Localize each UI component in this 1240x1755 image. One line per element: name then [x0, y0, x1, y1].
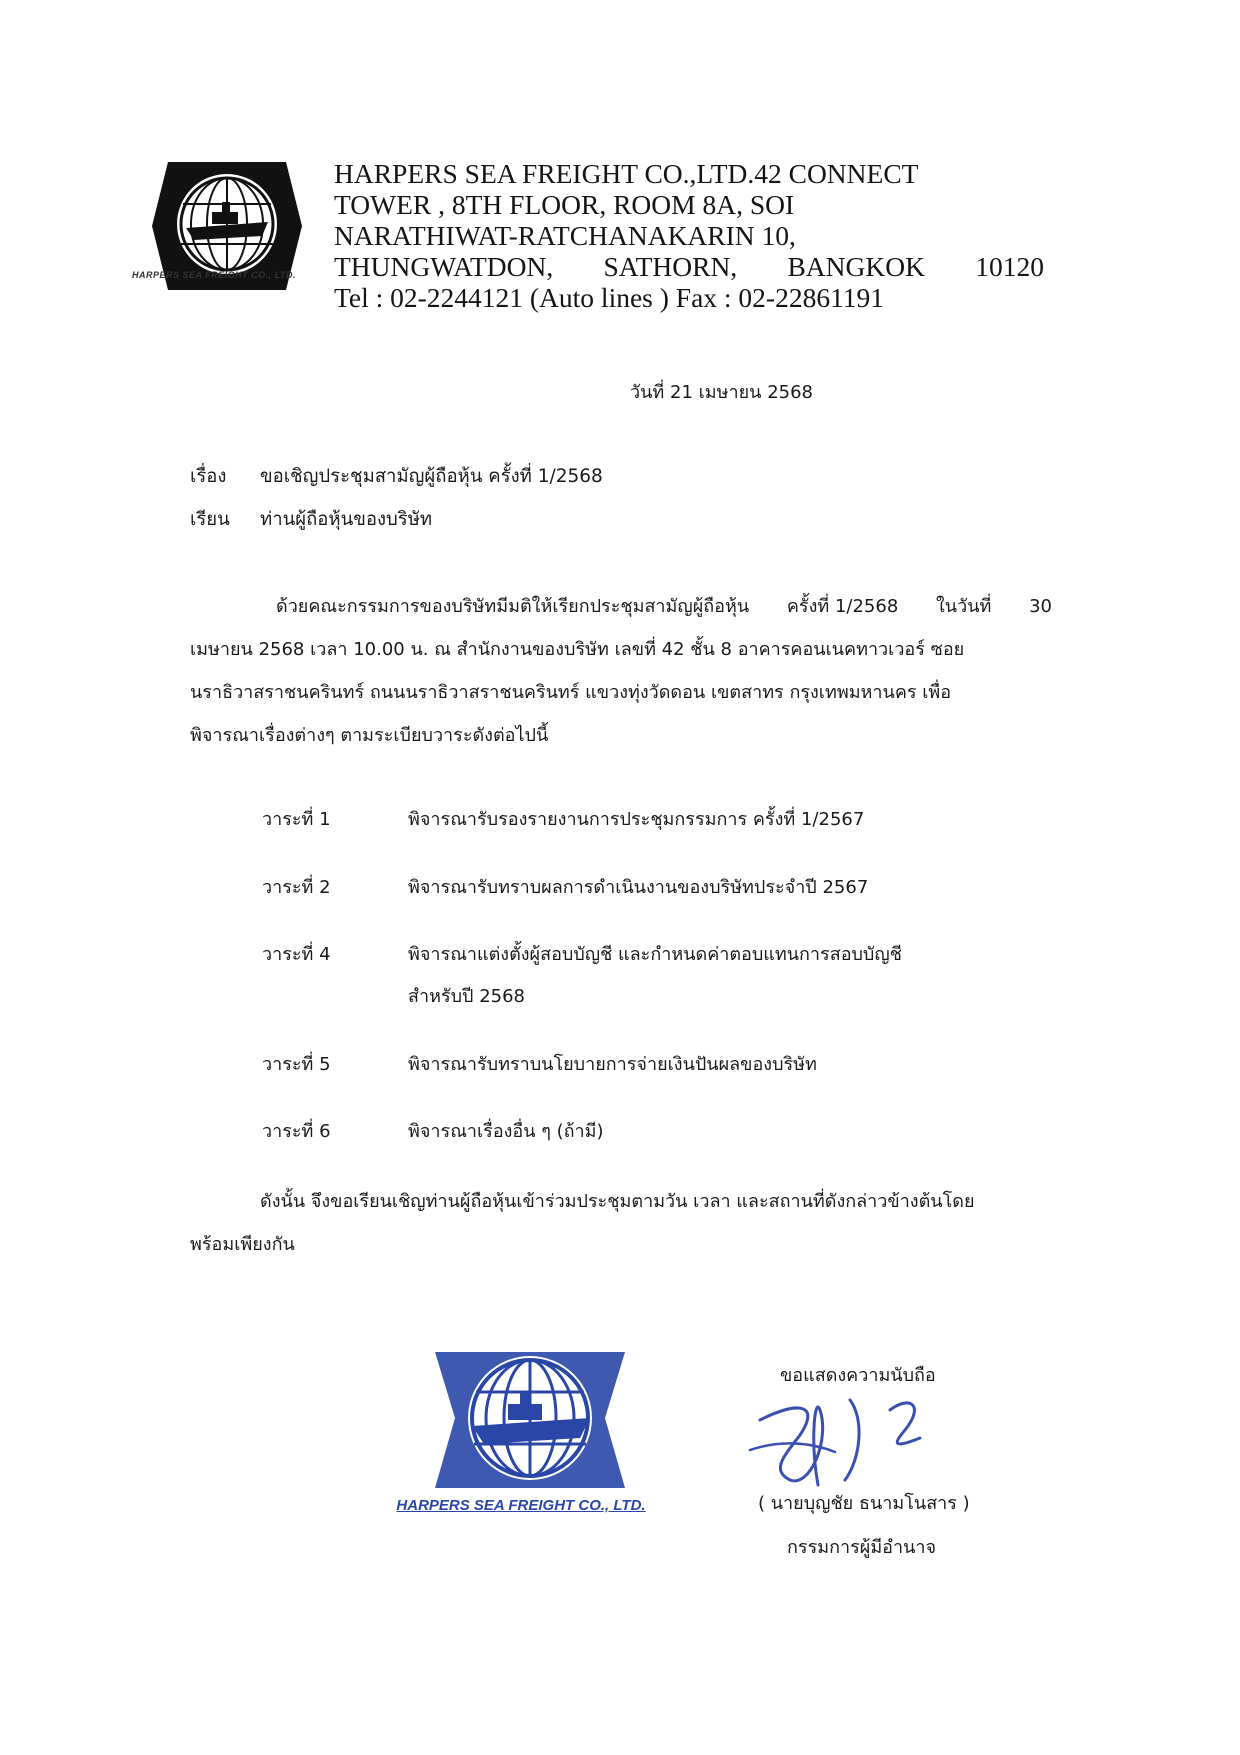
subject-line — [190, 462, 603, 491]
handwritten-signature-icon — [740, 1380, 970, 1504]
closing-line-2: พร้อมเพียงกัน — [190, 1234, 295, 1255]
agenda-number: วาระที่ 1 — [262, 809, 331, 830]
intro-line-1-d: 30 — [1029, 596, 1052, 617]
signer-name: ( นายบุญชัย ธนามโนสาร ) — [758, 1493, 970, 1514]
closing-paragraph — [190, 1180, 1052, 1266]
intro-line-1-c: ในวันที่ — [936, 596, 992, 617]
address-postcode: 10120 — [975, 251, 1044, 282]
address-line-2: TOWER , 8TH FLOOR, ROOM 8A, SOI — [334, 189, 795, 220]
address-city: BANGKOK — [787, 251, 925, 282]
intro-line-1-b: ครั้งที่ 1/2568 — [786, 596, 899, 617]
agenda-text: พิจารณารับรองรายงานการประชุมกรรมการ ครั้งที่ 1/2567 — [408, 809, 865, 830]
intro-line-1 — [190, 585, 1052, 628]
address-line-1: HARPERS SEA FREIGHT CO.,LTD.42 CONNECT — [334, 158, 919, 189]
address-district: SATHORN, — [603, 251, 738, 282]
agenda-text: พิจารณารับทราบนโยบายการจ่ายเงินปันผลของบริษัท — [408, 1054, 817, 1075]
address-line-4 — [334, 251, 1044, 282]
signer-title: กรรมการผู้มีอำนาจ — [787, 1537, 937, 1558]
intro-line-1-a: ด้วยคณะกรรมการของบริษัทมีมติให้เรียกประชุมสามัญผู้ถือหุ้น — [276, 596, 750, 617]
recipient-label: เรียน — [190, 509, 230, 530]
agenda-number: วาระที่ 5 — [262, 1054, 331, 1075]
intro-paragraph — [190, 585, 1052, 757]
recipient-line — [190, 505, 432, 534]
agenda-text: พิจารณารับทราบผลการดำเนินงานของบริษัทประจำปี 2567 — [408, 877, 869, 898]
agenda-text: พิจารณาแต่งตั้งผู้สอบบัญชี และกำหนดค่าตอบแทนการสอบบัญชี — [408, 944, 902, 965]
address-line-3: NARATHIWAT-RATCHANAKARIN 10, — [334, 220, 796, 251]
tel-fax-line: Tel : 02-2244121 (Auto lines ) Fax : 02-22861191 — [334, 282, 885, 313]
agenda-text-continued: สำหรับปี 2568 — [408, 986, 526, 1007]
intro-line-2: เมษายน 2568 เวลา 10.00 น. ณ สำนักงานของบริษัท เลขที่ 42 ชั้น 8 อาคารคอนเนคทาวเวอร์ ซอย — [190, 639, 965, 660]
intro-line-4: พิจารณาเรื่องต่างๆ ตามระเบียบวาระดังต่อไปนี้ — [190, 725, 549, 746]
closing-salutation: ขอแสดงความนับถือ — [780, 1365, 936, 1386]
agenda-number: วาระที่ 4 — [262, 944, 331, 965]
agenda-text: พิจารณาเรื่องอื่น ๆ (ถ้ามี) — [408, 1121, 604, 1142]
subject-value: ขอเชิญประชุมสามัญผู้ถือหุ้น ครั้งที่ 1/2568 — [260, 466, 603, 487]
stamp-caption: HARPERS SEA FREIGHT CO., LTD. — [396, 1497, 646, 1514]
letter-date: วันที่ 21 เมษายน 2568 — [630, 382, 813, 403]
subject-label: เรื่อง — [190, 466, 227, 487]
closing-line-1: ดังนั้น จึงขอเรียนเชิญท่านผู้ถือหุ้นเข้าร่วมประชุมตามวัน เวลา และสถานที่ดังกล่าวข้างต้นโดย — [260, 1191, 975, 1212]
agenda-number: วาระที่ 2 — [262, 877, 331, 898]
recipient-value: ท่านผู้ถือหุ้นของบริษัท — [260, 509, 433, 530]
agenda-number: วาระที่ 6 — [262, 1121, 331, 1142]
address-subdistrict: THUNGWATDON, — [334, 251, 554, 282]
company-address — [334, 158, 1044, 313]
intro-line-3: นราธิวาสราชนครินทร์ ถนนนราธิวาสราชนครินทร์ แขวงทุ่งวัดดอน เขตสาทร กรุงเทพมหานคร เพื่อ — [190, 682, 952, 703]
logo-caption: HARPERS SEA FREIGHT CO., LTD. — [131, 270, 296, 280]
